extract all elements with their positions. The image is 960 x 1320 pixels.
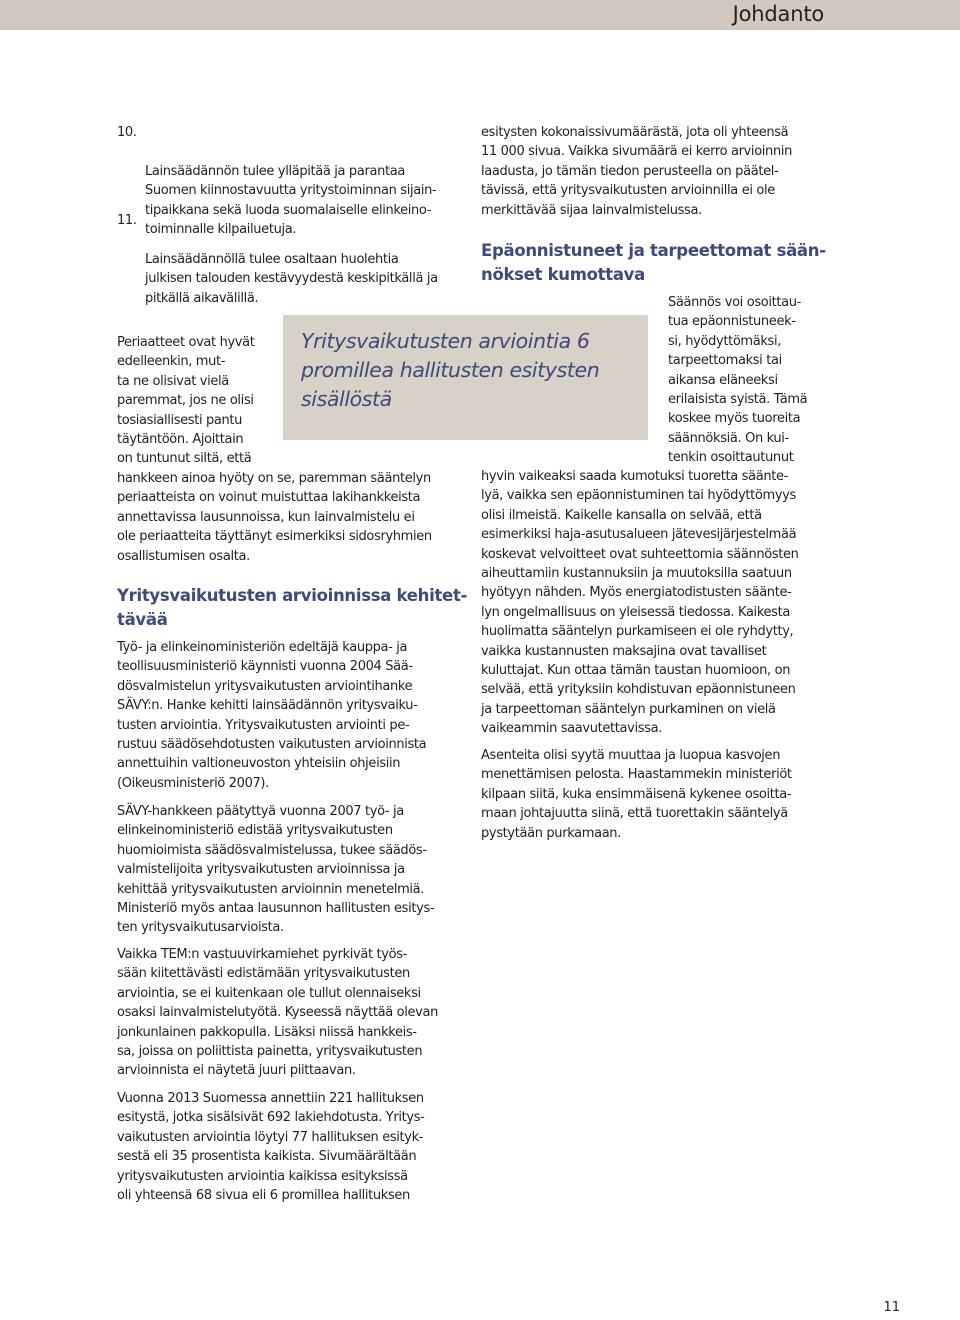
body-paragraph: Vuonna 2013 Suomessa annettiin 221 hallituksen esitystä, jotka sisälsivät 692 lakiehdotusta. Yritys- vaikutusten arviointia löytyi 77 hallituksen esityk- sestä eli 35 prosentista kaikista. Sivumäärältään yritysvaikutusten arviointia kaikissa esityksissä oli yhteensä 68 sivua eli 6 promillea hallituksen (117, 1091, 425, 1204)
list-item-number: 11. (117, 213, 137, 228)
body-paragraph: Vaikka TEM:n vastuuvirkamiehet pyrkivät työs- sään kiitettävästi edistämään yritysvaikutusten arviointia, se ei kuitenkaan ole tullut olennaiseksi osaksi lainvalmistelutyötä. Kyseessä näyttää olevan jonkunlainen pakkopulla. Lisäksi niissä hankkeis- sa, joissa on poliittista painetta, yritysvaikutusten arvioinnista ei näytetä juuri piittaavan. (117, 947, 438, 1079)
body-paragraph: Asenteita olisi syytä muuttaa ja luopua kasvojen menettämisen pelosta. Haastammekin ministeriöt kilpaan siitä, kuka ensimmäisenä kykenee osoitta- maan johtajuutta siinä, että tuorettakin sääntelyä pystytään purkamaan. (481, 748, 792, 841)
continuation-paragraph: esitysten kokonaissivumäärästä, jota oli yhteensä 11 000 sivua. Vaikka sivumäärä ei kerro arvioinnin laadusta, jo tämän tiedon perusteella on päätel- tävissä, että yritysvaikutusten arvioinnilla ei ole merkittävää sijaa lainvalmistelussa. (481, 125, 792, 218)
list-item-text: Lainsäädännöllä tulee osaltaan huolehtia julkisen talouden kestävyydestä keskipitkällä ja pitkällä aikavälillä. (145, 251, 438, 306)
header-bar (0, 0, 960, 30)
body-paragraph: Työ- ja elinkeinoministeriön edeltäjä kauppa- ja teollisuusministeriö käynnisti vuonna 2004 Sää- dösvalmistelun yritysvaikutusten arviointihanke SÄVY:n. Hanke kehitti lainsäädännön yritysvaiku- tusten arviointia. Yritysvaikutusten arviointi pe- rustuu säädösehdotusten vaikutusten arvioinnista annettuihin valtioneuvoston yhteisiin ohjeisiin (Oikeusministeriö 2007). (117, 640, 427, 791)
section-title: Johdanto (732, 2, 824, 26)
list-item-number: 10. (117, 125, 137, 140)
body-paragraph-narrow: Säännös voi osoittau- tua epäonnistuneek- si, hyödyttömäksi, tarpeettomaksi tai aikansa eläneeksi erilaisista syistä. Tämä koskee myös tuoreita säännöksiä. On kui- tenkin osoittautunut (668, 295, 808, 466)
intro-paragraph-narrow: Periaatteet ovat hyvät edelleenkin, mut- ta ne olisivat vielä paremmat, jos ne olisi tosiasiallisesti pantu täytäntöön. Ajoittain on tuntunut siltä, että (117, 335, 255, 467)
body-paragraph: SÄVY-hankkeen päätyttyä vuonna 2007 työ- ja elinkeinoministeriö edistää yritysvaikutusten huomioimista säädösvalmistelussa, tukee säädös- valmistelijoita yritysvaikutusten arvioinnissa ja kehittää yritysvaikutusten arvioinnin menetelmiä. Ministeriö myös antaa lausunnon hallitusten esitys- ten yritysvaikutusarvioista. (117, 804, 435, 936)
list-item-text: Lainsäädännön tulee ylläpitää ja parantaa Suomen kiinnostavuutta yritystoiminnan sijain- tipaikkana sekä luoda suomalaiselle elinkeino- toiminnalle kilpailuetuja. (145, 163, 437, 238)
section-heading-left: Yritysvaikutusten arvioinnissa kehitet- tävää (117, 586, 468, 629)
list-item (117, 211, 467, 327)
pullquote-text: Yritysvaikutusten arviointia 6 promillea hallitusten esitysten sisällöstä (301, 329, 600, 411)
intro-paragraph-wide: hankkeen ainoa hyöty on se, paremman sääntelyn periaatteista on voinut muistuttaa lakihankkeista annettavissa lausunnoissa, kun lainvalmistelu ei ole periaatteita täyttänyt esimerkiksi sidosryhmien osallistumisen osalta. (117, 471, 432, 564)
section-heading-right: Epäonnistuneet ja tarpeettomat sään- nökset kumottava (481, 241, 826, 284)
page-number: 11 (883, 1300, 900, 1315)
pullquote-box (283, 315, 648, 440)
body-paragraph: hyvin vaikeaksi saada kumotuksi tuoretta säänte- lyä, vaikka sen epäonnistuminen tai hyödyttömyys olisi ilmeistä. Kaikelle kansalla on selvää, että esimerkiksi haja-asutusalueen jätevesijärjestelmää koskevat velvoitteet ovat suhteettomia säännösten aiheuttamiin kustannuksiin ja muutoksilla saatuun hyötyyn nähden. Myös energiatodistusten säänte- lyn ongelmallisuus on yleisessä tiedossa. Kaikesta huolimatta sääntelyn purkamiseen ei ole ryhdytty, vaikka kustannusten maksajina ovat tavalliset kuluttajat. Kun ottaa tämän taustan huomioon, on selvää, että yrityksiin kohdistuvan epäonnistuneen ja tarpeettoman sääntelyn purkaminen on vielä vaikeammin saavutettavissa. (481, 469, 799, 737)
